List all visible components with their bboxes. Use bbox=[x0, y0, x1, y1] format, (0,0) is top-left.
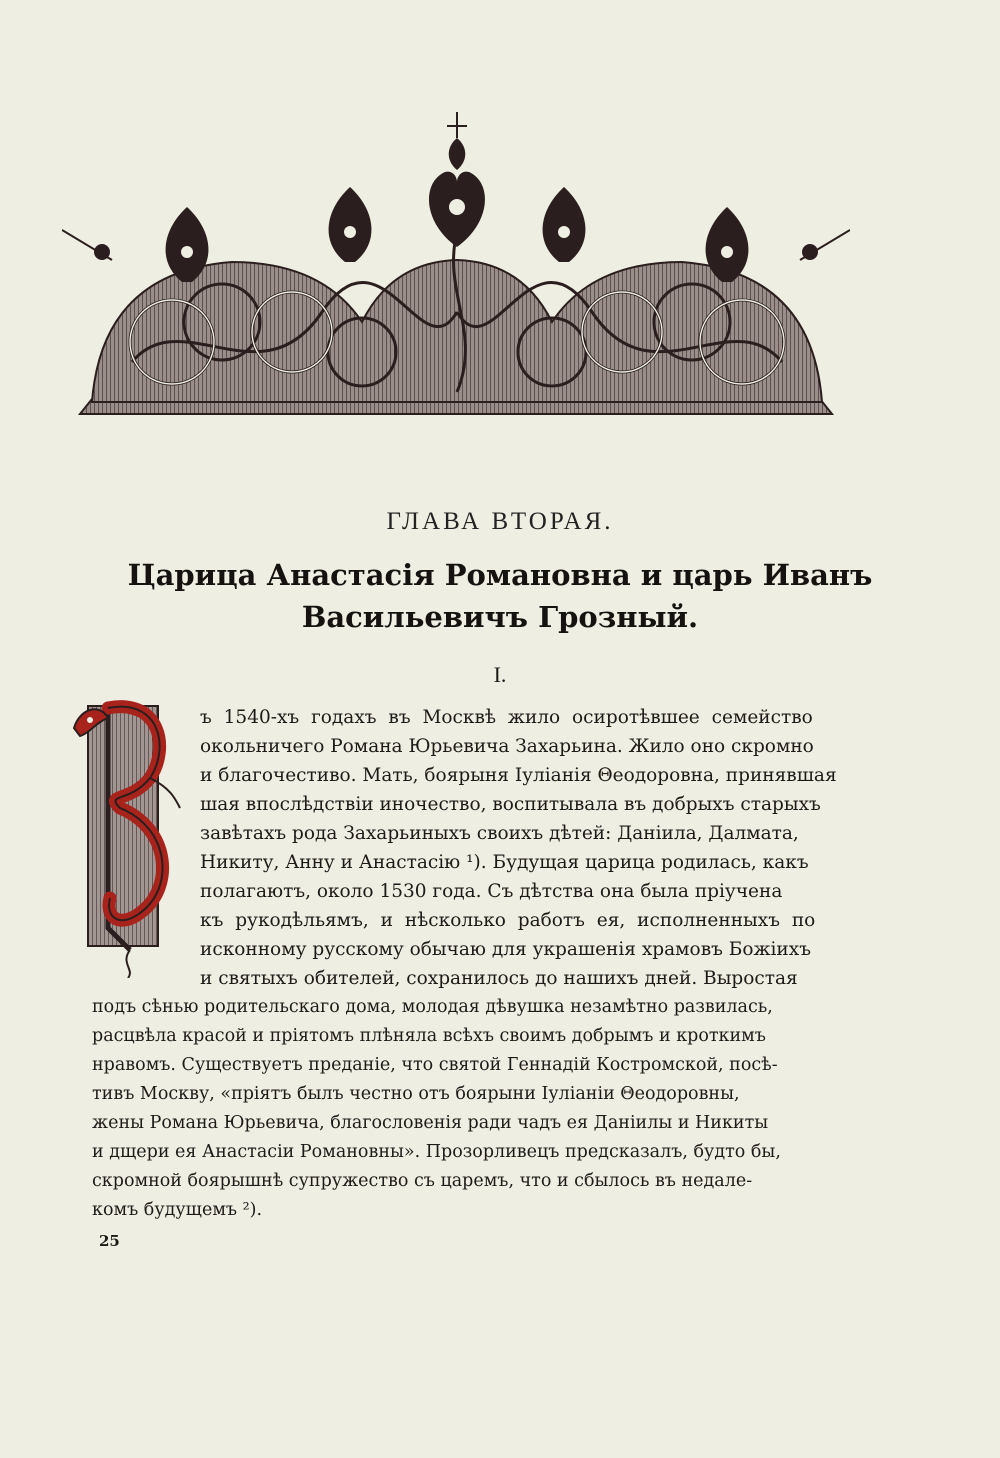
body-line-16: и дщери ея Анастасіи Романовны». Прозорливецъ предсказалъ, будто бы, bbox=[92, 1142, 781, 1162]
section-number: I. bbox=[493, 662, 507, 687]
body-line-3: и благочестиво. Мать, боярыня Іуліанія Θеодоровна, принявшая bbox=[200, 765, 837, 786]
body-line-17: скромной боярышнѣ супружество съ царемъ, что и сбылось въ недале- bbox=[92, 1171, 753, 1191]
body-line-7: полагаютъ, около 1530 года. Съ дѣтства она была пріучена bbox=[200, 881, 783, 902]
body-line-4: шая впослѣдствіи иночество, воспитывала въ добрыхъ старыхъ bbox=[200, 794, 821, 815]
body-line-12: расцвѣла красой и пріятомъ плѣняла всѣхъ своимъ добрымъ и кроткимъ bbox=[92, 1026, 766, 1046]
body-line-13: нравомъ. Существуетъ преданіе, что святой Геннадій Костромской, посѣ- bbox=[92, 1055, 778, 1075]
body-line-10: и святыхъ обителей, сохранилось до нашихъ дней. Выростая bbox=[200, 968, 798, 989]
body-line-6: Никиту, Анну и Анастасію ¹). Будущая царица родилась, какъ bbox=[200, 852, 809, 873]
body-line-11: подъ сѣнью родительскаго дома, молодая дѣвушка незамѣтно развилась, bbox=[92, 997, 773, 1017]
page-number: 25 bbox=[99, 1232, 120, 1250]
illuminated-initial-dragon bbox=[60, 688, 186, 978]
body-line-9: исконному русскому обычаю для украшенія храмовъ Божіихъ bbox=[200, 939, 811, 960]
chapter-title-line-1: Царица Анастасія Романовна и царь Иванъ bbox=[127, 558, 873, 592]
body-line-15: жены Романа Юрьевича, благословенія ради чадъ ея Даніилы и Никиты bbox=[92, 1113, 769, 1133]
body-line-8: къ рукодѣльямъ, и нѣсколько работъ ея, исполненныхъ по bbox=[200, 910, 816, 931]
body-line-2: окольничего Романа Юрьевича Захарьина. Жило оно скромно bbox=[200, 736, 814, 757]
crown-ornament-headpiece bbox=[62, 112, 850, 417]
body-line-1: ъ 1540-хъ годахъ въ Москвѣ жило осиротѣвшее семейство bbox=[200, 707, 813, 728]
chapter-heading: ГЛАВА ВТОРАЯ. bbox=[386, 508, 614, 535]
body-line-5: завѣтахъ рода Захарьиныхъ своихъ дѣтей: Даніила, Далмата, bbox=[200, 823, 799, 844]
chapter-title-line-2: Васильевичъ Грозный. bbox=[301, 600, 699, 634]
body-line-18: комъ будущемъ ²). bbox=[92, 1200, 263, 1220]
body-line-14: тивъ Москву, «пріятъ былъ честно отъ боярыни Іуліаніи Θеодоровны, bbox=[92, 1084, 740, 1104]
